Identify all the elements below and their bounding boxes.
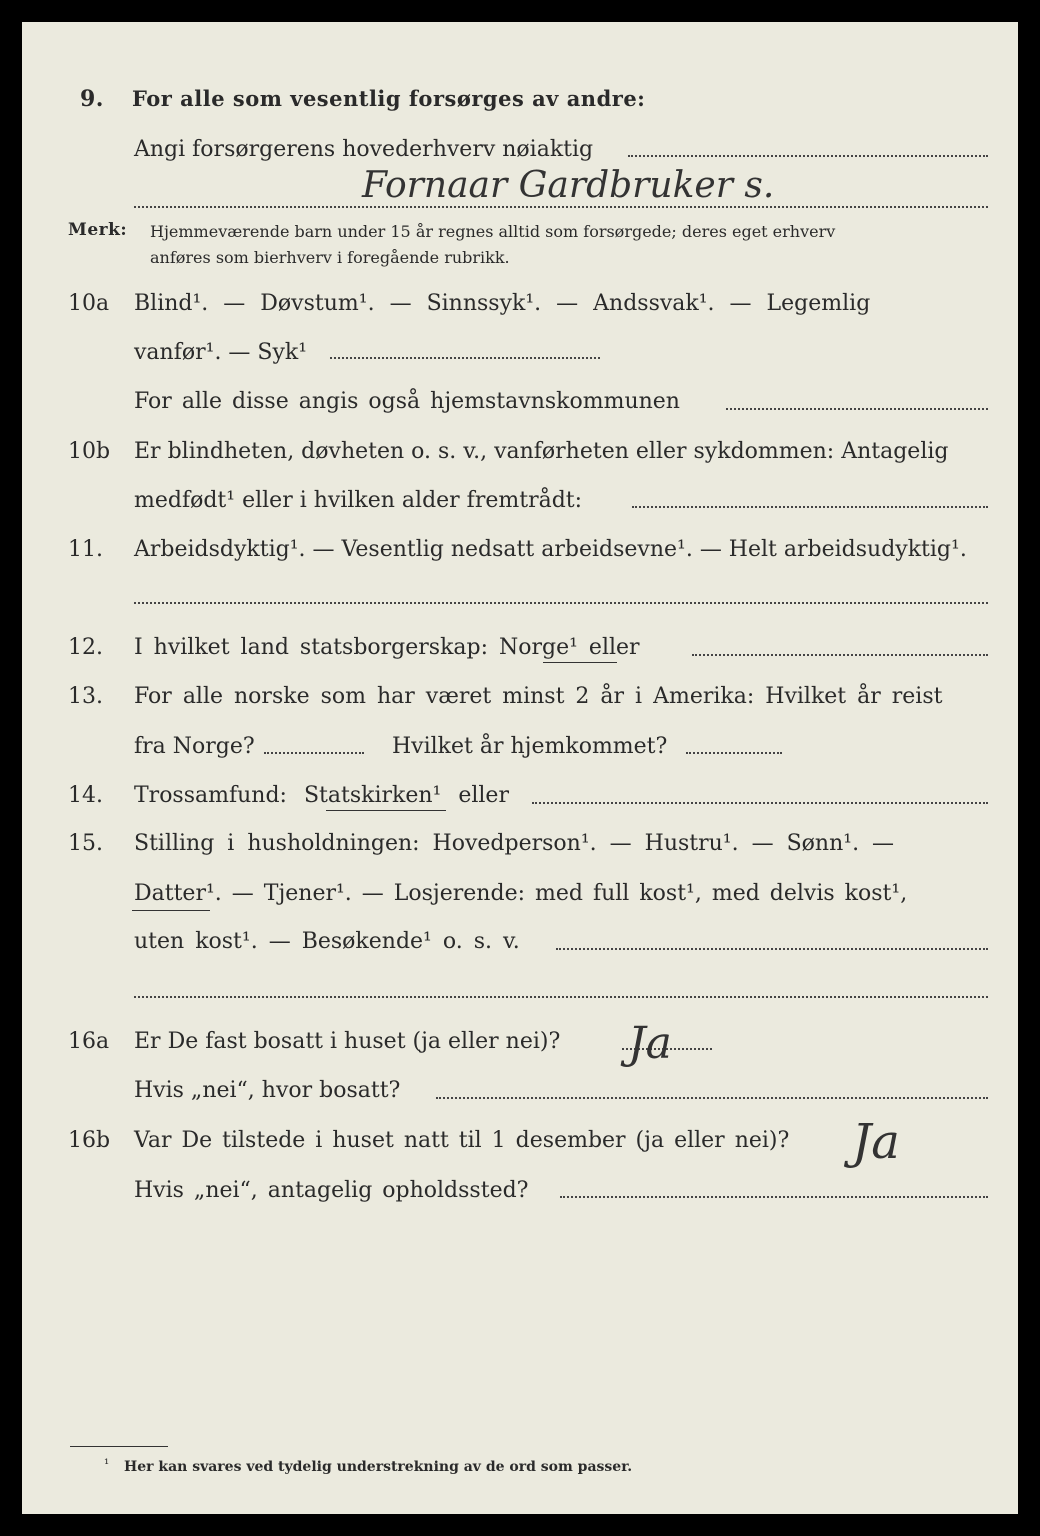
q13-number: 13.: [68, 684, 103, 709]
q15-line-3: uten kost¹. — Besøkende¹ o. s. v.: [134, 929, 520, 954]
q14-statskirken-underline: [326, 810, 446, 811]
merk-label: Merk:: [68, 220, 128, 240]
q16b-handwritten-answer: Ja: [852, 1114, 900, 1170]
q14-answer-line: [532, 802, 988, 804]
footnote-text: Her kan svares ved tydelig understrekning av de ord som passer.: [124, 1459, 633, 1475]
q13-hjemkommet-answer-line: [686, 752, 782, 754]
q11-line-1: Arbeidsdyktig¹. — Vesentlig nedsatt arbeidsevne¹. — Helt arbeidsudyktig¹.: [134, 537, 967, 562]
q10a-answer-line-1: [330, 357, 600, 359]
q13-line-2a: fra Norge?: [134, 734, 255, 759]
q13-line-2b: Hvilket år hjemkommet?: [392, 734, 668, 759]
q12-number: 12.: [68, 635, 103, 660]
q15-line-1: Stilling i husholdningen: Hovedperson¹. — Hustru¹. — Sønn¹. —: [134, 831, 895, 856]
q9-answer-line-2: [134, 206, 988, 208]
q10b-line-2: medfødt¹ eller i hvilken alder fremtrådt:: [134, 488, 583, 513]
q9-heading: For alle som vesentlig forsørges av andre:: [132, 86, 646, 111]
q16b-number: 16b: [68, 1128, 111, 1153]
q16b-opholdssted-answer-line: [560, 1196, 988, 1198]
q14-line-1: Trossamfund: Statskirken¹ eller: [134, 783, 509, 808]
q10a-number: 10a: [68, 291, 110, 316]
q10b-line-1: Er blindheten, døvheten o. s. v., vanførheten eller sykdommen: Antagelig: [134, 439, 949, 464]
q9-answer-line-1: [628, 155, 988, 157]
q16a-number: 16a: [68, 1029, 110, 1054]
q12-norge-underline: [543, 662, 617, 663]
q10a-line-3: For alle disse angis også hjemstavnskommunen: [134, 389, 680, 414]
q13-line-1: For alle norske som har været minst 2 år i Amerika: Hvilket år reist: [134, 684, 943, 709]
q9-line: Angi forsørgerens hovederhverv nøiaktig: [134, 137, 594, 162]
q10b-answer-line: [632, 506, 988, 508]
q16a-line-2: Hvis „nei“, hvor bosatt?: [134, 1078, 401, 1103]
q12-line-1: I hvilket land statsborgerskap: Norge¹ eller: [134, 635, 640, 660]
merk-line-2: anføres som bierhverv i foregående rubrikk.: [150, 248, 510, 267]
q9-handwritten-answer: Fornaar Gardbruker s.: [362, 165, 775, 206]
q14-number: 14.: [68, 783, 103, 808]
footnote-rule: [70, 1446, 168, 1447]
q10a-line-2: vanfør¹. — Syk¹: [134, 340, 308, 365]
q15-datter-underline: [132, 910, 210, 911]
census-form-page: [22, 22, 1018, 1514]
q12-answer-line: [692, 654, 988, 656]
q10a-line-1: Blind¹. — Døvstum¹. — Sinnssyk¹. — Andssvak¹. — Legemlig: [134, 291, 871, 316]
q10a-answer-line-2: [726, 408, 988, 410]
q16b-line-2: Hvis „nei“, antagelig opholdssted?: [134, 1178, 529, 1203]
q11-answer-line: [134, 602, 988, 604]
q15-answer-line-1: [556, 948, 988, 950]
q15-answer-line-2: [134, 996, 988, 998]
q11-number: 11.: [68, 537, 103, 562]
q15-line-2: Datter¹. — Tjener¹. — Losjerende: med full kost¹, med delvis kost¹,: [134, 881, 908, 906]
q9-number: 9.: [80, 86, 104, 112]
q15-number: 15.: [68, 831, 103, 856]
q16b-line-1: Var De tilstede i huset natt til 1 desember (ja eller nei)?: [134, 1128, 790, 1153]
footnote-mark: ¹: [104, 1457, 110, 1472]
q16a-handwritten-answer: Ja: [628, 1018, 672, 1069]
q10b-number: 10b: [68, 439, 111, 464]
merk-line-1: Hjemmeværende barn under 15 år regnes alltid som forsørgede; deres eget erhverv: [150, 222, 836, 241]
q16a-line-1: Er De fast bosatt i huset (ja eller nei)?: [134, 1029, 561, 1054]
q16a-bosatt-answer-line: [436, 1097, 988, 1099]
q13-reist-answer-line: [264, 752, 364, 754]
